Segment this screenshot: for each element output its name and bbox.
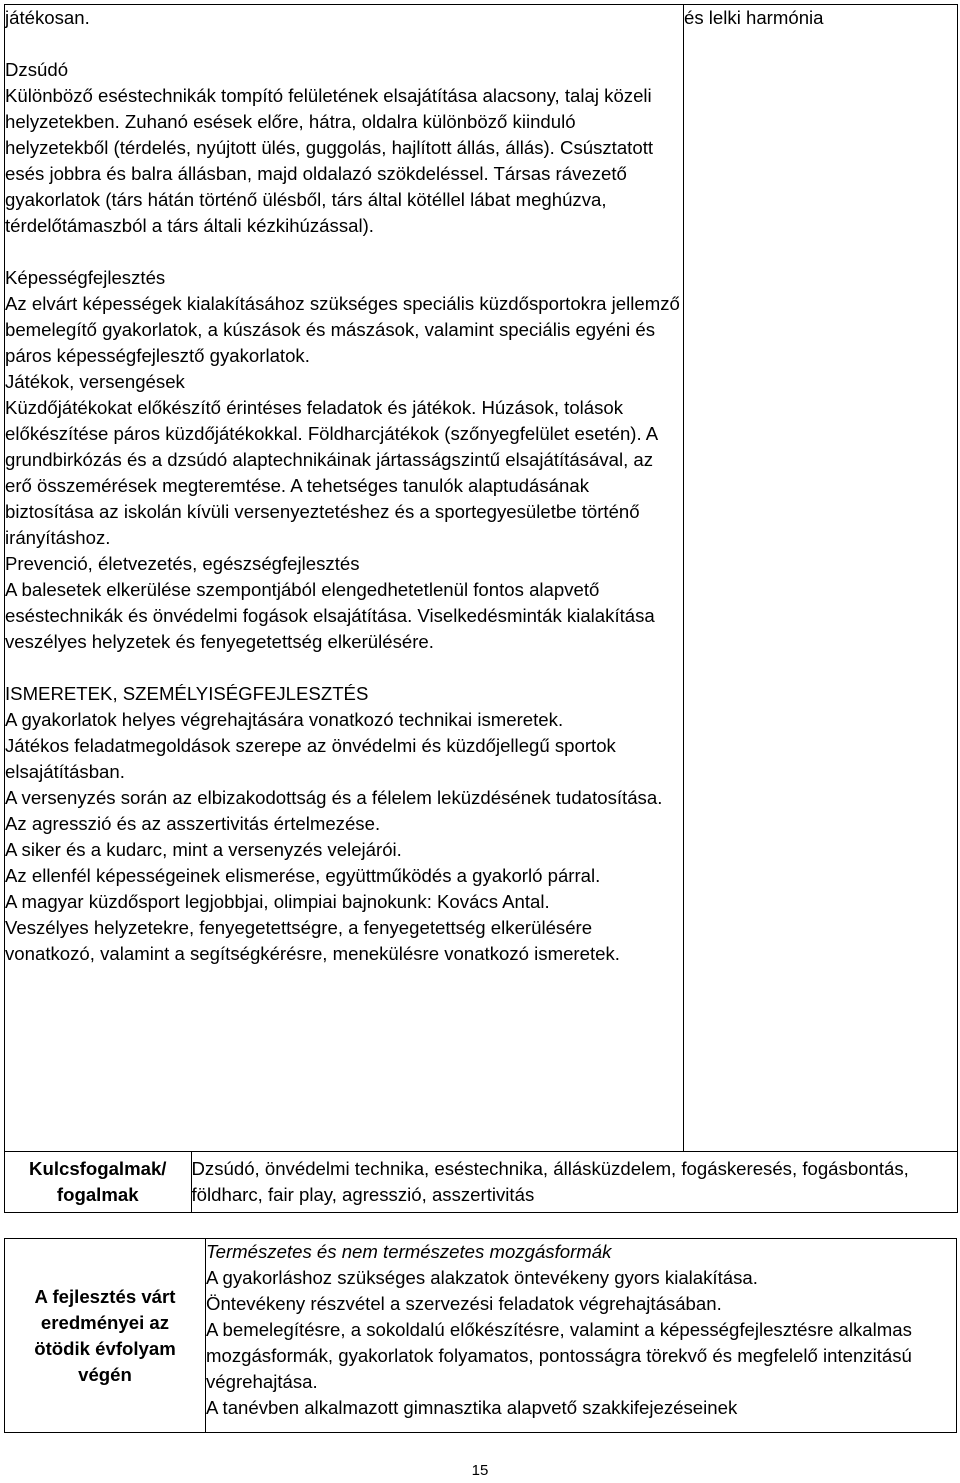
prevention-heading: Prevenció, életvezetés, egészségfejlesztés	[5, 553, 360, 574]
knowledge-item: A gyakorlatok helyes végrehajtására vonatkozó technikai ismeretek.	[5, 709, 564, 730]
skills-heading: Képességfejlesztés	[5, 267, 166, 288]
results-item: A bemelegítésre, a sokoldalú előkészítésre, valamint a képességfejlesztésre alkalmas mozgásformák, gyakorlatok folyamatos, pontosságra törekvő és megfelelő intenzitású végrehajtása.	[206, 1319, 912, 1392]
intro-text: játékosan.	[5, 7, 90, 28]
knowledge-item: A siker és a kudarc, mint a versenyzés velejárói.	[5, 839, 402, 860]
games-text: Küzdőjátékokat előkészítő érintéses feladatok és játékok. Húzások, tolások előkészítése páros küzdőjátékokkal. Földharcjátékok (szőnyegfelület esetén). A grundbirkózás és a dzsúdó alaptechnikáinak jártasságszintű elsajátításával, az erő összemérések megteremtése. A tehetséges tanulók alaptudásának biztosítása az iskolán kívüli versenyeztetéshez és a sportegyesületbe történő irányításhoz.	[5, 397, 658, 548]
results-label	[5, 1239, 206, 1433]
results-table	[4, 1238, 957, 1433]
knowledge-item: Veszélyes helyzetekre, fenyegetettségre, a fenyegetettség elkerülésére vonatkozó, valamint a segítségkérésre, menekülésre vonatkozó ismeretek.	[5, 917, 620, 964]
knowledge-item: A magyar küzdősport legjobbjai, olimpiai bajnokunk: Kovács Antal.	[5, 891, 550, 912]
results-cell	[206, 1239, 957, 1433]
results-label-text: A fejlesztés várt eredményei az ötödik évfolyam végén	[34, 1285, 176, 1385]
judo-heading: Dzsúdó	[5, 59, 69, 80]
curriculum-table	[4, 4, 958, 1213]
right-cell-text: és lelki harmónia	[684, 7, 824, 28]
results-item: A tanévben alkalmazott gimnasztika alapvető szakkifejezéseinek	[206, 1397, 738, 1418]
results-item: A gyakorláshoz szükséges alakzatok öntevékeny gyors kialakítása.	[206, 1267, 758, 1288]
knowledge-heading: ISMERETEK, SZEMÉLYISÉGFEJLESZTÉS	[5, 683, 369, 704]
right-cell	[684, 5, 958, 1152]
skills-text: Az elvárt képességek kialakításához szükséges speciális küzdősportokra jellemző bemelegítő gyakorlatok, a kúszások és mászások, valamint speciális egyéni és páros képességfejlesztő gyakorlatok.	[5, 293, 680, 366]
page-number: 15	[471, 1462, 489, 1479]
key-concepts-row	[5, 1152, 958, 1213]
content-cell	[5, 5, 684, 1152]
judo-text: Különböző eséstechnikák tompító felületének elsajátítása alacsony, talaj közeli helyzetekben. Zuhanó esések előre, hátra, oldalra különböző kiinduló helyzetekből (térdelés, nyújtott ülés, guggolás, hajlított állás, állás). Csúsztatott esés jobbra és balra állásban, majd oldalazó szökdeléssel. Társas rávezető gyakorlatok (társ hátán történő ülésből, társ által kötéllel lábat meghúzva, térdelőtámaszból a társ általi kézkihúzással).	[5, 85, 654, 236]
knowledge-item: Az ellenfél képességeinek elismerése, együttműködés a gyakorló párral.	[5, 865, 601, 886]
key-concepts-text: Dzsúdó, önvédelmi technika, eséstechnika, állásküzdelem, fogáskeresés, fogásbontás, földharc, fair play, agresszió, asszertivitás	[191, 1158, 909, 1205]
results-heading: Természetes és nem természetes mozgásformák	[206, 1241, 612, 1262]
games-heading: Játékok, versengések	[5, 371, 185, 392]
results-item: Öntevékeny részvétel a szervezési feladatok végrehajtásában.	[206, 1293, 722, 1314]
prevention-text: A balesetek elkerülése szempontjából elengedhetetlenül fontos alapvető eséstechnikák és önvédelmi fogások elsajátítása. Viselkedésminták kialakítása veszélyes helyzetek és fenyegetettség elkerülésére.	[5, 579, 655, 652]
knowledge-item: Játékos feladatmegoldások szerepe az önvédelmi és küzdőjellegű sportok elsajátításban.	[5, 735, 616, 782]
key-concepts-label: Kulcsfogalmak/ fogalmak	[5, 1152, 191, 1212]
knowledge-item: A versenyzés során az elbizakodottság és a félelem leküzdésének tudatosítása. Az agresszió és az asszertivitás értelmezése.	[5, 787, 663, 834]
